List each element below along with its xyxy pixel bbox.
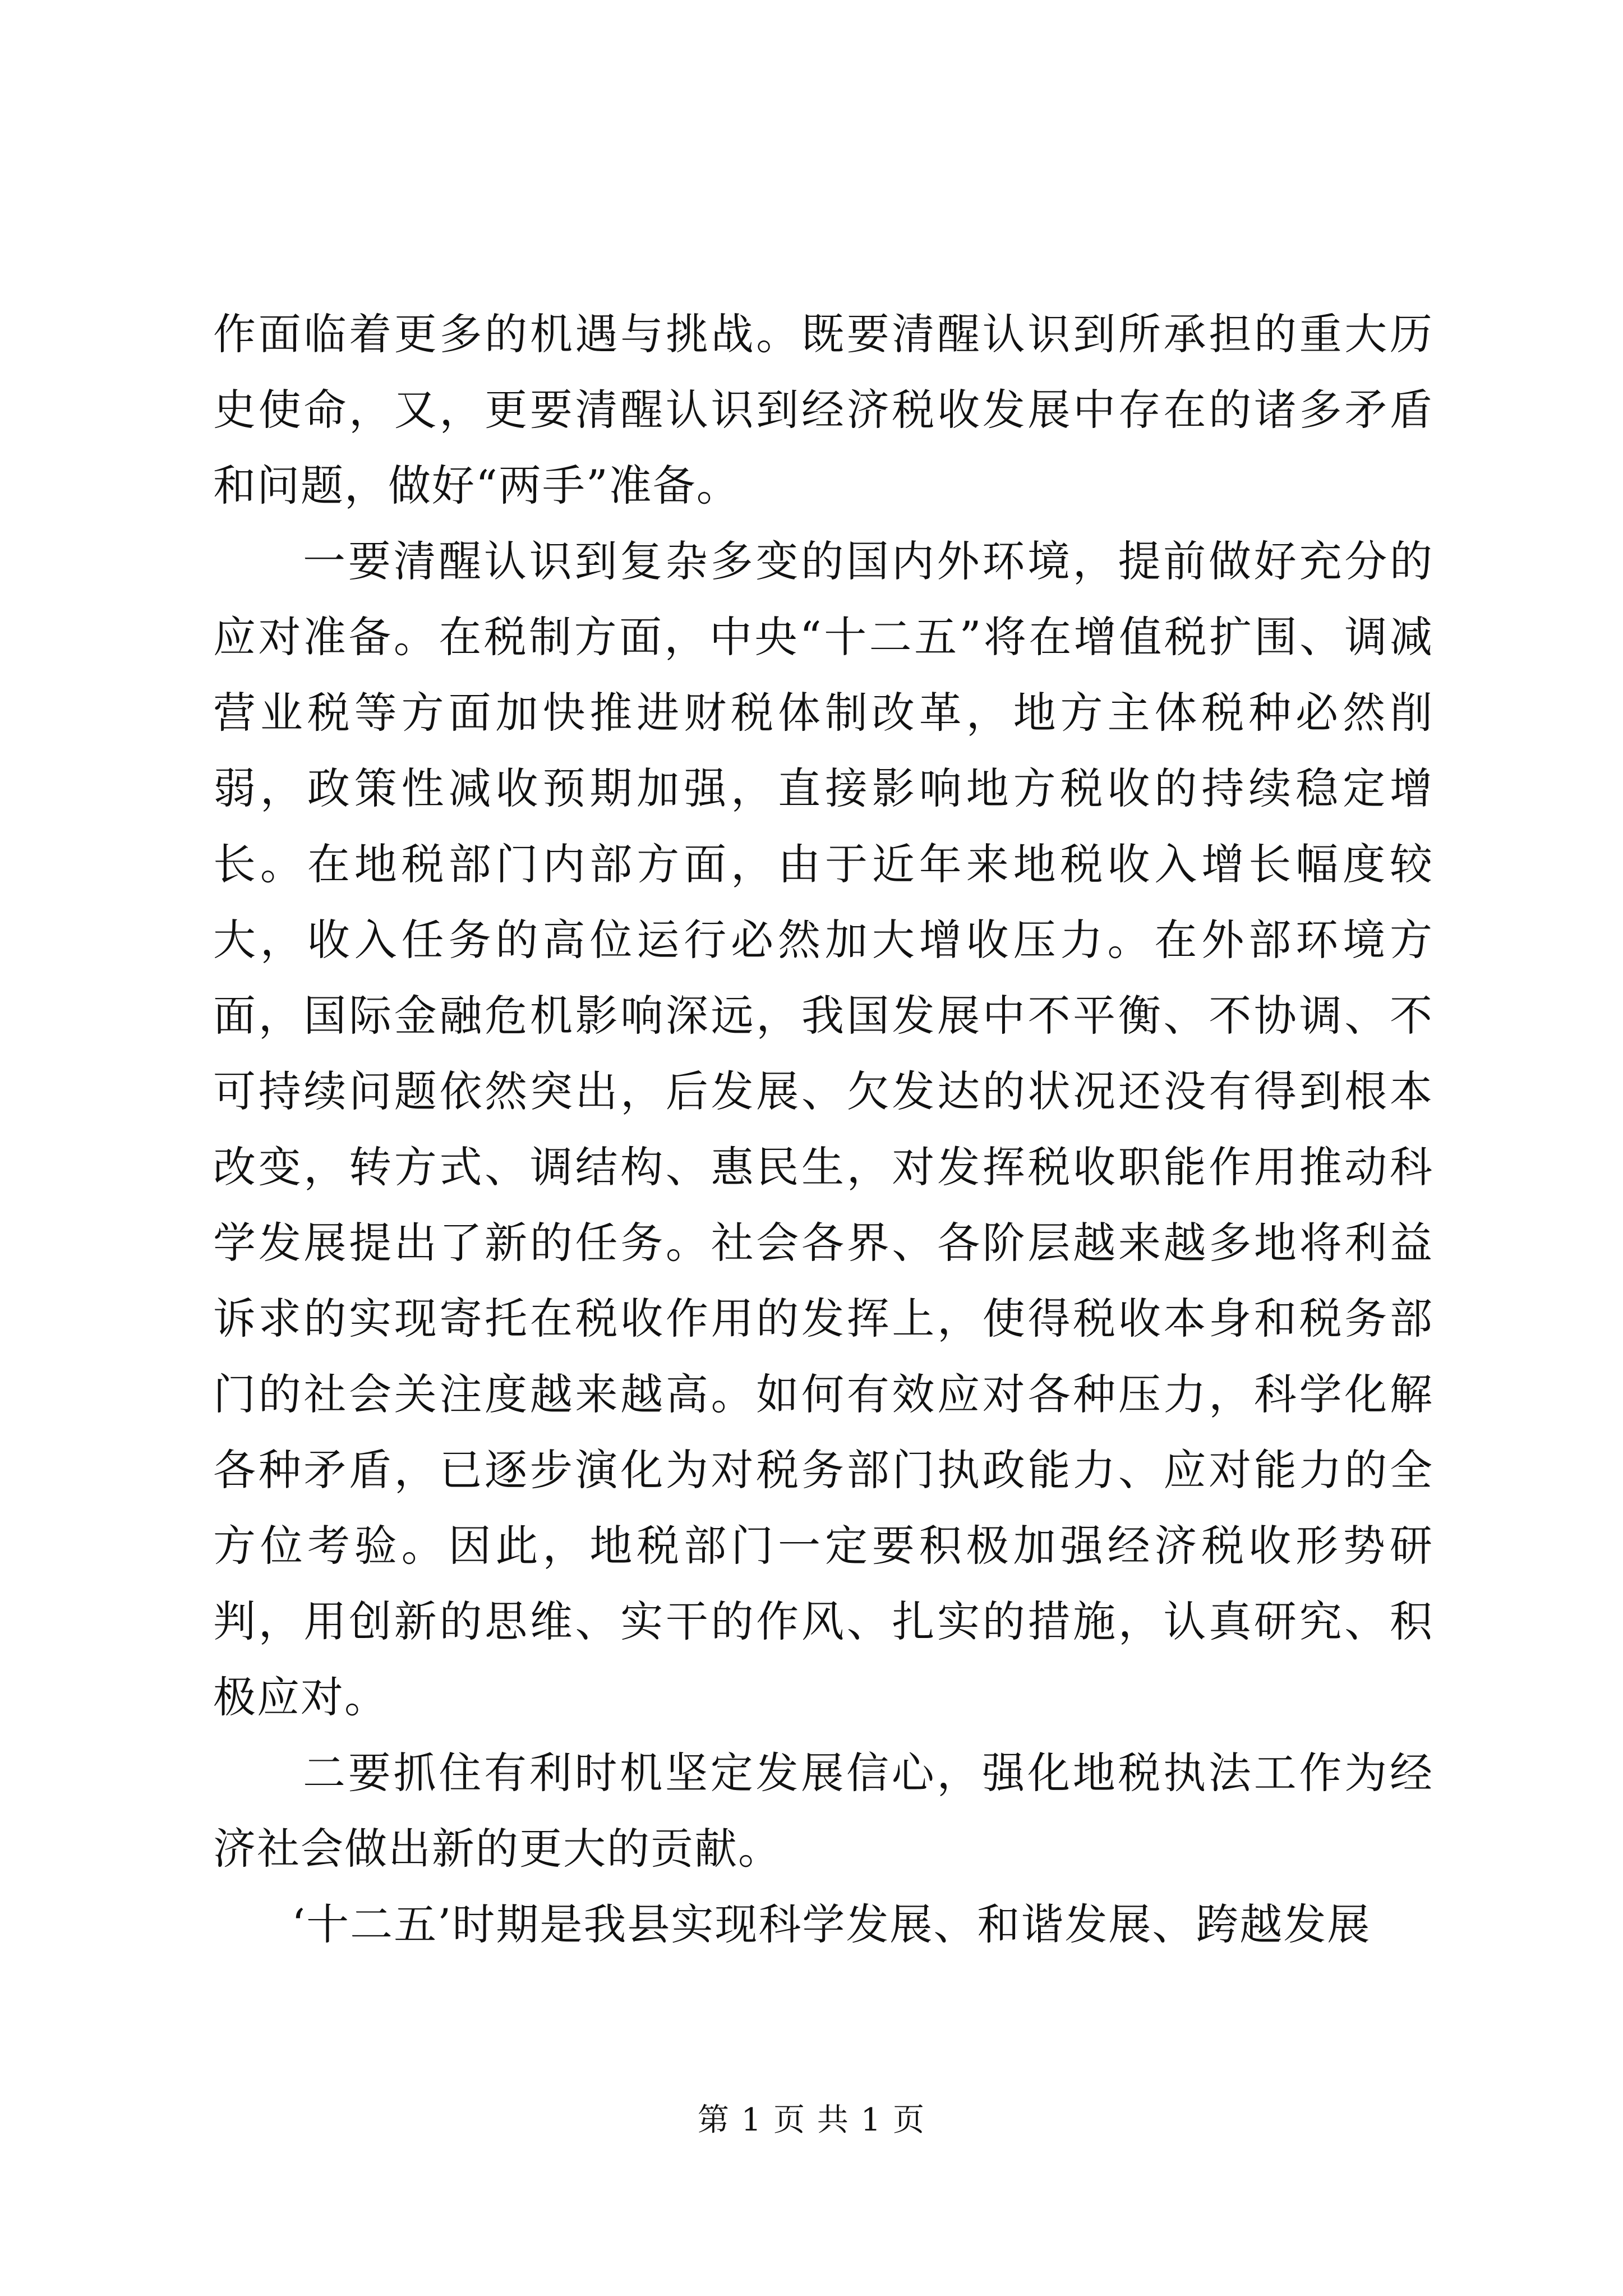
paragraph-environment: 一要清醒认识到复杂多变的国内外环境，提前做好充分的应对准备。在税制方面，中央“十二五”将在增值税扩围、调减营业税等方面加快推进财税体制改革，地方主体税种必然削弱，政策性减收预期加强，直接影响地方税收的持续稳定增长。在地税部门内部方面，由于近年来地税收入增长幅度较大，收入任务的高位运行必然加大增收压力。在外部环境方面，国际金融危机影响深远，我国发展中不平衡、不协调、不可持续问题依然突出，后发展、欠发达的状况还没有得到根本改变，转方式、调结构、惠民生，对发挥税收职能作用推动科学发展提出了新的任务。社会各界、各阶层越来越多地将利益诉求的实现寄托在税收作用的发挥上，使得税收本身和税务部门的社会关注度越来越高。如何有效应对各种压力，科学化解各种矛盾，已逐步演化为对税务部门执政能力、应对能力的全方位考验。因此，地税部门一定要积极加强经济税收形势研判，用创新的思维、实干的作风、扎实的措施，认真研究、积极应对。 (213, 536, 1433, 1722)
paragraph-continuation: 作面临着更多的机遇与挑战。既要清醒认识到所承担的重大历史使命，又，更要清醒认识到经济税收发展中存在的诸多矛盾和问题，做好“两手”准备。 (213, 309, 1433, 510)
document-body (213, 296, 1433, 1962)
paragraph-opportunity: 二要抓住有利时机坚定发展信心，强化地税执法工作为经济社会做出新的更大的贡献。 (213, 1748, 1433, 1874)
paragraph-twelfth-five-year: ‘十二五’时期是我县实现科学发展、和谐发展、跨越发展 (292, 1899, 1371, 1949)
page-number-footer: 第 1 页 共 1 页 (697, 2102, 926, 2138)
